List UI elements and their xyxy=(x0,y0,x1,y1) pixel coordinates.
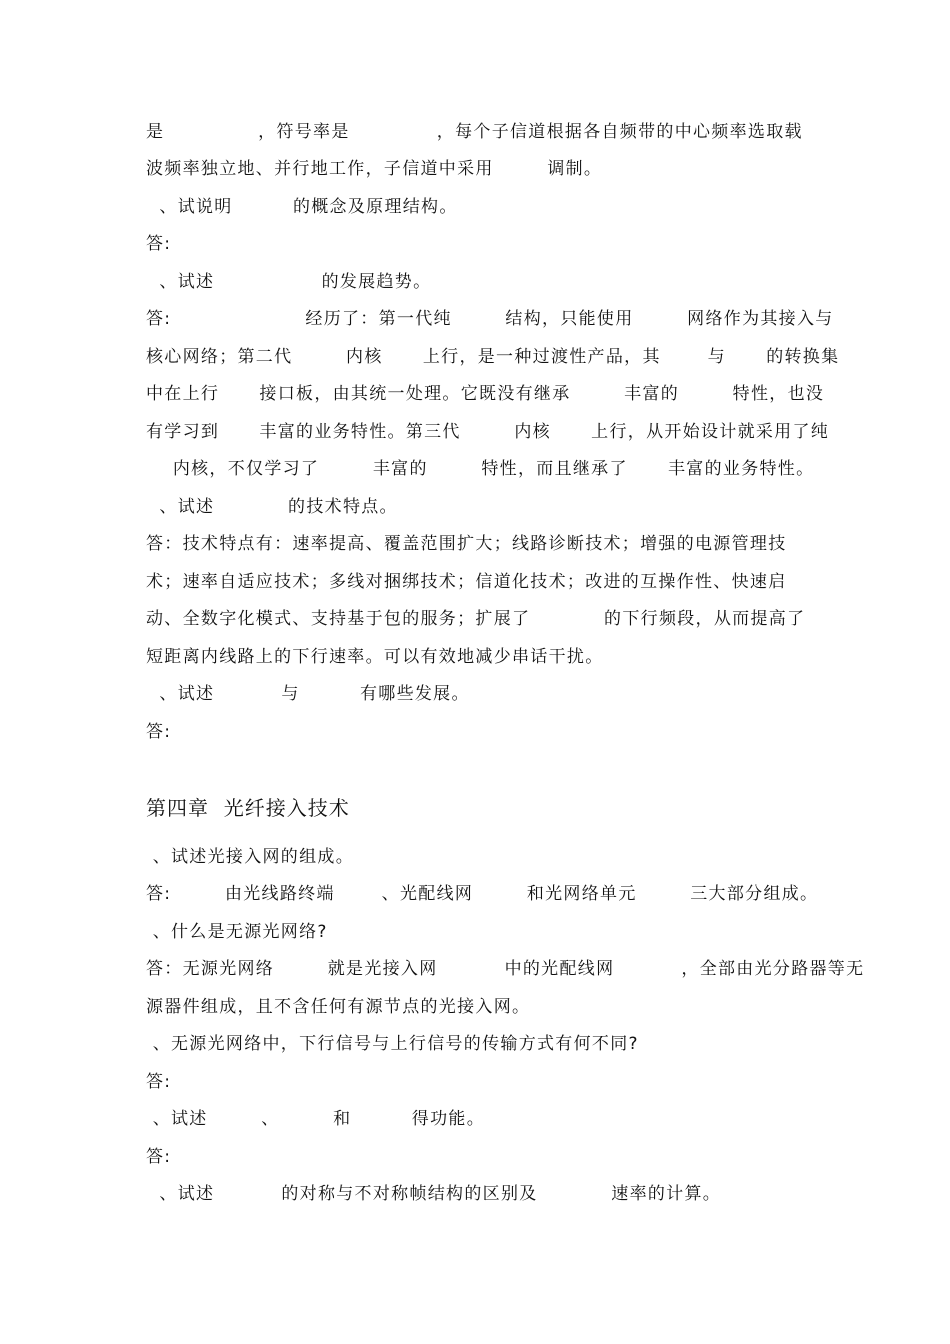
text-line: 是 ，符号率是 ，每个子信道根据各自频带的中心频率选取载 xyxy=(146,122,803,142)
text-line: 术；速率自适应技术；多线对捆绑技术；信道化技术；改进的互操作性、快速启 xyxy=(146,572,787,592)
text-line: 短距离内线路上的下行速率。可以有效地减少串话干扰。 xyxy=(146,647,604,667)
text-line: 动、全数字化模式、支持基于包的服务；扩展了 的下行频段，从而提高了 xyxy=(146,609,806,629)
answer-line: 答: 经历了：第一代纯 结构，只能使用 网络作为其接入与 xyxy=(146,309,834,329)
answer-label: 答: xyxy=(146,722,172,742)
text-line: 源器件组成，且不含任何有源节点的光接入网。 xyxy=(146,997,531,1017)
answer-label: 答: xyxy=(146,234,172,254)
question-line: 、试述 、 和 得功能。 xyxy=(146,1109,485,1129)
text-line: 中在上行 接口板，由其统一处理。它既没有继承 丰富的 特性，也没 xyxy=(146,384,825,404)
question-line: 、试述光接入网的组成。 xyxy=(146,847,355,867)
answer-line: 答：无源光网络 就是光接入网 中的光配线网 ，全部由光分路器等无 xyxy=(146,959,865,979)
answer-line: 答: 由光线路终端 、光配线网 和光网络单元 三大部分组成。 xyxy=(146,884,819,904)
question-line: 、试述 的发展趋势。 xyxy=(146,272,432,292)
chapter-title: 第四章 光纤接入技术 xyxy=(146,796,350,820)
text-line: 波频率独立地、并行地工作，子信道中采用 调制。 xyxy=(146,159,603,179)
question-line: 、什么是无源光网络? xyxy=(146,922,328,942)
text-line: 内核，不仅学习了 丰富的 特性，而且继承了 丰富的业务特性。 xyxy=(146,459,815,479)
text-line: 核心网络；第二代 内核 上行，是一种过渡性产品，其 与 的转换集 xyxy=(146,347,840,367)
answer-label: 答: xyxy=(146,1072,172,1092)
question-line: 、试述 的技术特点。 xyxy=(146,497,398,517)
question-line: 、试述 与 有哪些发展。 xyxy=(146,684,470,704)
question-line: 、试说明 的概念及原理结构。 xyxy=(146,197,458,217)
answer-line: 答：技术特点有：速率提高、覆盖范围扩大；线路诊断技术；增强的电源管理技 xyxy=(146,534,787,554)
text-line: 有学习到 丰富的业务特性。第三代 内核 上行，从开始设计就采用了纯 xyxy=(146,422,830,442)
answer-label: 答: xyxy=(146,1147,172,1167)
question-line: 、无源光网络中，下行信号与上行信号的传输方式有何不同? xyxy=(146,1034,639,1054)
question-line: 、试述 的对称与不对称帧结构的区别及 速率的计算。 xyxy=(146,1184,722,1204)
